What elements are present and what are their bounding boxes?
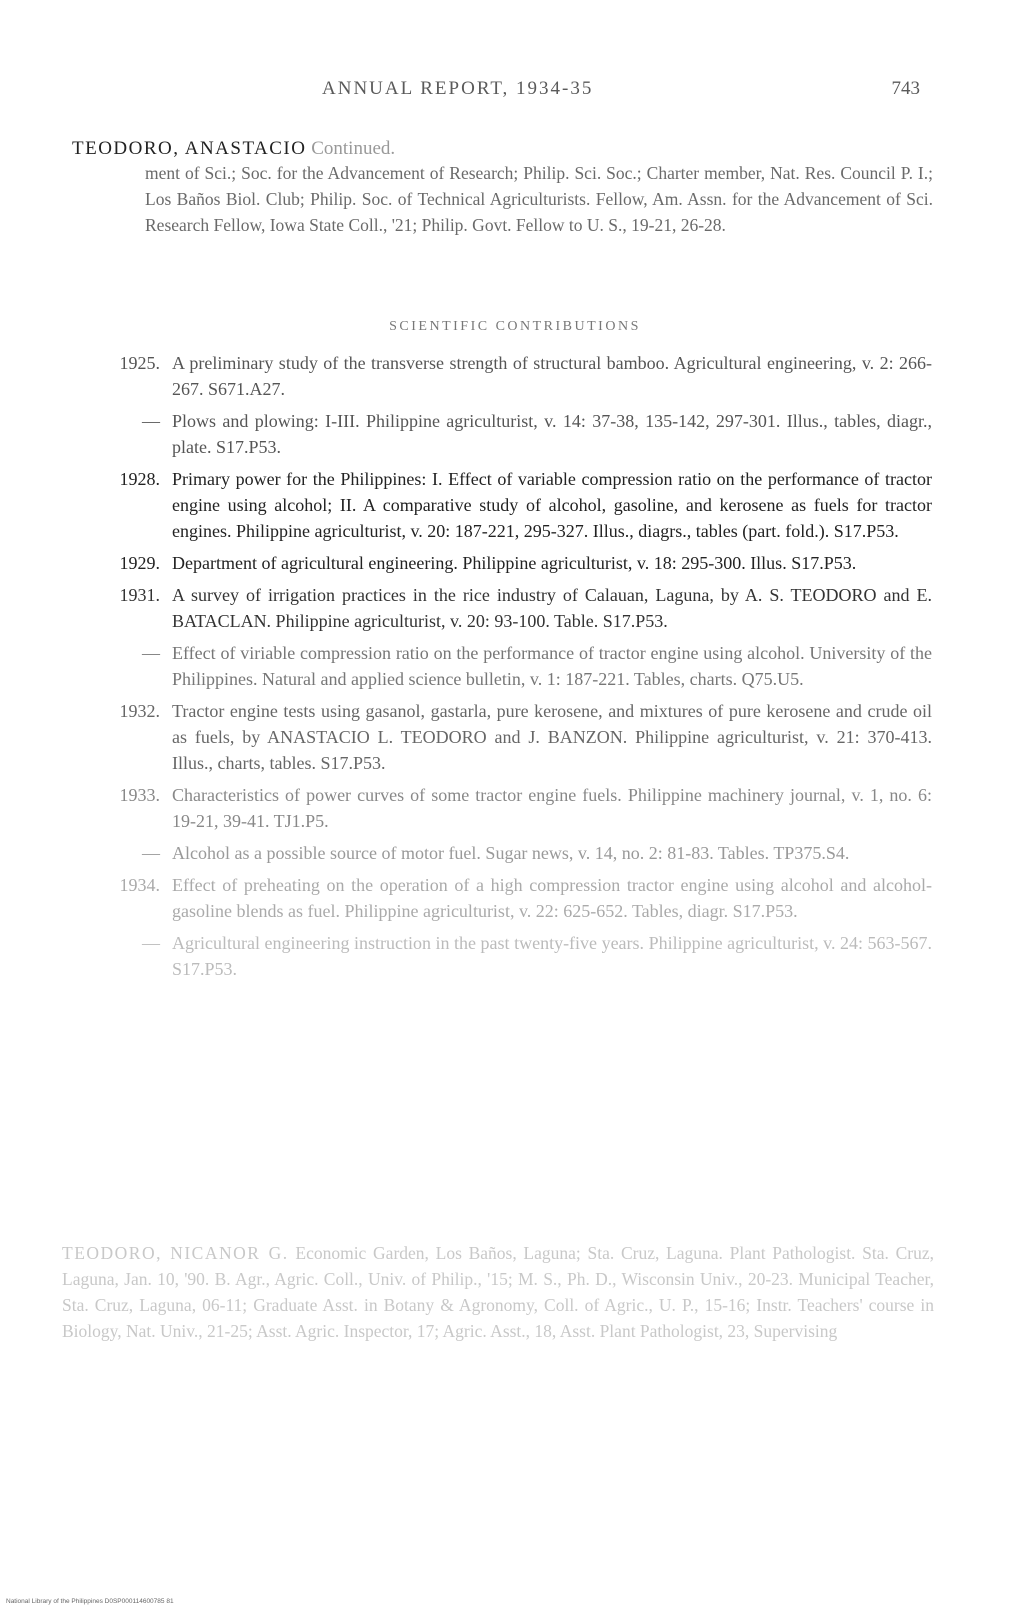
entry-bio: ment of Sci.; Soc. for the Advancement of Research; Philip. Sci. Soc.; Charter member, Nat. Res. Council P. I.; Los Baños Biol. Club; Philip. Soc. of Technical Agriculturists. Fellow, Am. Assn. for the Advancement of Sci. Research Fellow, Iowa State Coll., '21; Philip. Govt. Fellow to U. S., 19-21, 26-28.: [145, 163, 933, 235]
citation-year: 1934.: [119, 875, 160, 895]
citation-text: Effect of viriable compression ratio on the performance of tractor engine using alcohol. University of the Philippines. Natural and applied science bulletin, v. 1: 187-221. Tables, charts. Q75.U5.: [172, 643, 932, 689]
citation-text: Plows and plowing: I-III. Philippine agriculturist, v. 14: 37-38, 135-142, 297-301. Illus., tables, diagr., plate. S17.P53.: [172, 411, 932, 457]
citation-text: Tractor engine tests using gasanol, gastarla, pure kerosene, and mixtures of pure kerosene and crude oil as fuels, by ANASTACIO L. TEODORO and J. BANZON. Philippine agriculturist, v. 21: 370-413. Illus., charts, tables. S17.P53.: [172, 701, 932, 773]
citation: [119, 698, 932, 776]
next-entry-text: Economic Garden, Los Baños, Laguna; Sta. Cruz, Laguna. Plant Pathologist. Sta. Cruz, Laguna, Jan. 10, '90. B. Agr., Agric. Coll., Univ. of Philip., '15; M. S., Ph. D., Wisconsin Univ., 20-23. Municipal Teacher, Sta. Cruz, Laguna, 06-11; Graduate Asst. in Botany & Agronomy, Coll. of Agric., U. P., 15-16; Instr. Teachers' course in Biology, Nat. Univ., 21-25; Asst. Agric. Inspector, 17; Agric. Asst., 18, Asst. Plant Pathologist, 23, Supervising: [62, 1243, 934, 1341]
citation-text: Alcohol as a possible source of motor fuel. Sugar news, v. 14, no. 2: 81-83. Tables. TP375.S4.: [172, 843, 850, 863]
citation: [119, 350, 932, 402]
citation-year: —: [142, 643, 160, 663]
citation: [119, 582, 932, 634]
entry-name: TEODORO, ANASTACIO: [72, 138, 307, 159]
section-title: SCIENTIFIC CONTRIBUTIONS: [389, 319, 641, 334]
citation-year: 1925.: [119, 353, 160, 373]
citation-year: 1932.: [119, 701, 160, 721]
entry-continued: Continued.: [311, 138, 396, 159]
citation-text: Characteristics of power curves of some tractor engine fuels. Philippine machinery journal, v. 1, no. 6: 19-21, 39-41. TJ1.P5.: [172, 785, 932, 831]
page-footer: National Library of the Philippines D0SP000114600785 81: [6, 1598, 174, 1605]
citation-year: 1928.: [119, 469, 160, 489]
citation-text: Department of agricultural engineering. Philippine agriculturist, v. 18: 295-300. Illus. S17.P53.: [172, 553, 857, 573]
citation-year: 1929.: [119, 553, 160, 573]
next-entry: [62, 1240, 934, 1344]
citation: [142, 930, 932, 982]
citation: [142, 408, 932, 460]
running-head: ANNUAL REPORT, 1934-35: [322, 78, 594, 99]
citation-year: —: [142, 933, 160, 953]
citation-text: Effect of preheating on the operation of a high compression tractor engine using alcohol and alcohol-gasoline blends as fuel. Philippine agriculturist, v. 22: 625-652. Tables, diagr. S17.P53.: [172, 875, 932, 921]
citation: [119, 782, 932, 834]
citation-year: —: [142, 843, 160, 863]
contributions-list: [0, 350, 1030, 988]
page-number: 743: [891, 78, 920, 99]
entry-heading: [72, 136, 932, 162]
citation: [119, 550, 932, 576]
next-entry-name: TEODORO, NICANOR G.: [62, 1243, 289, 1263]
citation: [142, 840, 932, 866]
citation-text: A preliminary study of the transverse strength of structural bamboo. Agricultural engineering, v. 2: 266-267. S671.A27.: [172, 353, 932, 399]
citation-year: 1933.: [119, 785, 160, 805]
citation: [119, 466, 932, 544]
citation-year: 1931.: [119, 585, 160, 605]
citation: [119, 872, 932, 924]
citation-text: A survey of irrigation practices in the rice industry of Calauan, Laguna, by A. S. TEODORO and E. BATACLAN. Philippine agriculturist, v. 20: 93-100. Table. S17.P53.: [172, 585, 932, 631]
page-header: [0, 78, 1030, 108]
citation-text: Agricultural engineering instruction in the past twenty-five years. Philippine agriculturist, v. 24: 563-567. S17.P53.: [172, 933, 932, 979]
citation: [142, 640, 932, 692]
citation-text: Primary power for the Philippines: I. Effect of variable compression ratio on the performance of tractor engine using alcohol; II. A comparative study of alcohol, gasoline, and kerosene as fuels for tractor engines. Philippine agriculturist, v. 20: 187-221, 295-327. Illus., diagrs., tables (part. fold.). S17.P53.: [172, 469, 932, 541]
citation-year: —: [142, 411, 160, 431]
